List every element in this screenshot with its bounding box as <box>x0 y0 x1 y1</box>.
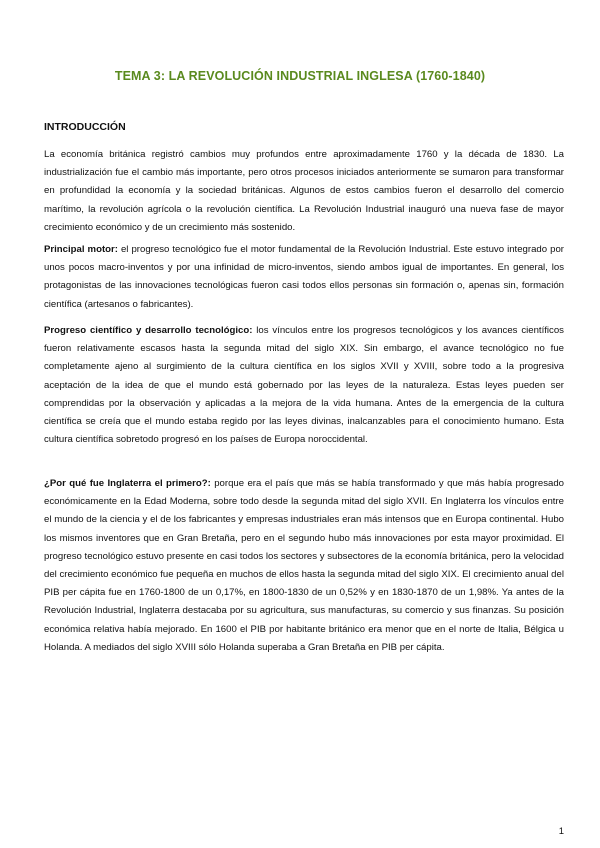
paragraph-text: el progreso tecnológico fue el motor fundamental de la Revolución Industrial. Este estuvo integrado por unos pocos macro-inventos y por una infinidad de micro-inventos, siendo ambos igual de importantes. En general, los protagonistas de las innovaciones tecnológicas fueron casi todos ellos personas sin formación o, apenas sin, formación científica (artesanos o fabricantes). <box>44 244 564 310</box>
paragraph-principal-motor <box>44 241 564 314</box>
paragraph-text: La economía británica registró cambios muy profundos entre aproximadamente 1760 y la década de 1830. La industrialización fue el cambio más importante, pero otros procesos iniciados anteriormente se sumaron para transformar en profundidad la economía y la sociedad británicas. Algunos de estos cambios fueron el desarrollo del comercio marítimo, la revolución agrícola o la revolución científica. La Revolución Industrial inauguró una nueva fase de mayor crecimiento económico y de un crecimiento más sostenido. <box>44 149 564 233</box>
paragraph-lead: Principal motor: <box>44 244 118 255</box>
section-heading: INTRODUCCIÓN <box>44 121 126 133</box>
paragraph-text: porque era el país que más se había transformado y que más había progresado económicamente en la Edad Moderna, sobre todo desde la segunda mitad del siglo XVII. En Inglaterra los vínculos entre el mundo de la ciencia y el de los fabricantes y empresas industriales eran más intensos que en Europa continental. Hubo los mismos inventores que en Gran Bretaña, pero en el segundo hubo más innovaciones por esta mayor proximidad. El progreso tecnológico estuvo presente en casi todos los sectores y subsectores de la economía británica, pero la velocidad del crecimiento económico fue pequeña en muchos de ellos hasta la segunda mitad del siglo XIX. El crecimiento anual del PIB per cápita fue en 1760-1800 de un 0,17%, en 1800-1830 de un 0,52% y en 1830-1870 de un 1,98%. Ya antes de la Revolución Industrial, Inglaterra destacaba por su agricultura, sus manufacturas, su comercio y sus finanzas. Su posición económica relativa había mejorado. En 1600 el PIB por habitante británico era menor que en el norte de Italia, Bélgica u Holanda. A mediados del siglo XVIII sólo Holanda superaba a Gran Bretaña en PIB per cápita. <box>44 478 564 653</box>
page-number: 1 <box>558 826 564 837</box>
paragraph-por-que-inglaterra <box>44 475 564 657</box>
paragraph-progreso-cientifico <box>44 322 564 449</box>
paragraph-text: los vínculos entre los progresos tecnológicos y los avances científicos fueron relativamente escasos hasta la segunda mitad del siglo XIX. Sin embargo, el avance tecnológico no fue completamente ajeno al surgimiento de la cultura científica en los siglos XVII y XVIII, sobre todo a la progresiva aceptación de la idea de que el mundo está gobernado por las leyes de la naturaleza. Estas leyes pueden ser comprendidas por la observación y aplicadas a la mejora de la vida humana. Antes de la emergencia de la cultura científica se creía que el mundo estaba regido por las leyes divinas, inalcanzables para el conocimiento humano. Esta cultura científica sobretodo progresó en los países de Europa noroccidental. <box>44 325 564 446</box>
page-title: TEMA 3: LA REVOLUCIÓN INDUSTRIAL INGLESA (1760-1840) <box>114 69 486 83</box>
paragraph-lead: ¿Por qué fue Inglaterra el primero?: <box>44 478 211 489</box>
paragraph-introduction <box>44 146 564 237</box>
paragraph-lead: Progreso científico y desarrollo tecnológico: <box>44 325 253 336</box>
